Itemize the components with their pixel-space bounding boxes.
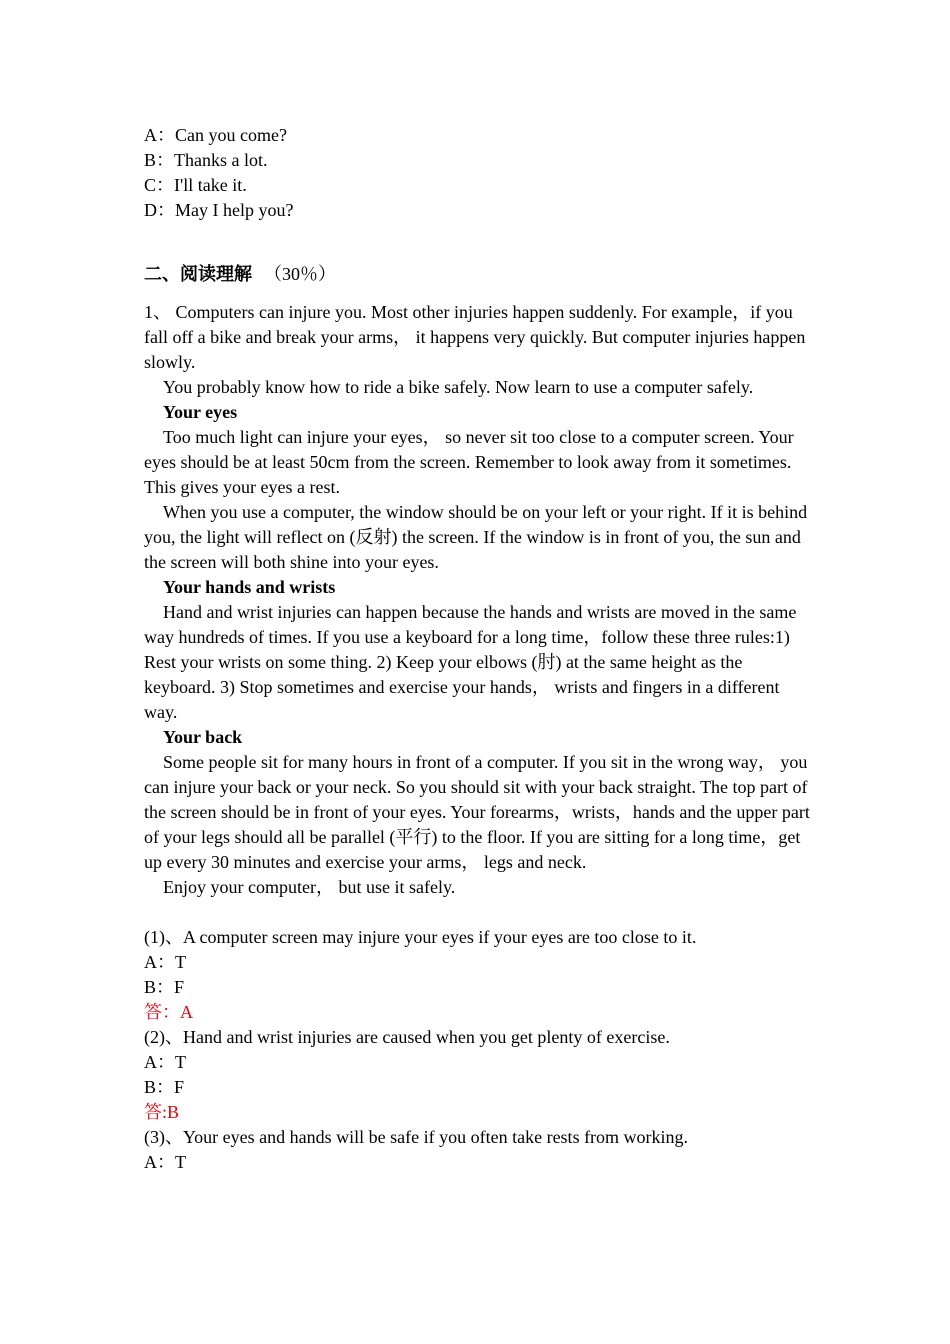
question-list <box>144 925 816 1175</box>
question-option: A：T <box>144 1052 186 1072</box>
section-heading <box>144 262 816 287</box>
passage-paragraph: When you use a computer, the window should be on your left or your right. If it is behind you, the light will reflect on (反射) the screen. If the window is in front of you, the sun and the screen will both shine into your eyes. <box>144 502 808 572</box>
option-a: A：Can you come? <box>144 125 287 145</box>
previous-question-options <box>144 123 816 223</box>
option-c: C：I'll take it. <box>144 175 247 195</box>
question-item <box>144 1125 816 1175</box>
passage-paragraph: Hand and wrist injuries can happen because the hands and wrists are moved in the same way hundreds of times. If you use a keyboard for a long time，follow these three rules:1) Rest your wrists on some thing. 2) Keep your elbows (肘) at the same height as the keyboard. 3) Stop sometimes and exercise your hands， wrists and fingers in a different way. <box>144 602 797 722</box>
subheading-hands: Your hands and wrists <box>163 577 336 597</box>
passage-intro: 1、 Computers can injure you. Most other injuries happen suddenly. For example，if you fall off a bike and break your arms， it happens very quickly. But computer injuries happen slowly. <box>144 302 806 372</box>
document-page <box>144 123 816 1175</box>
answer-key: 答:B <box>144 1102 180 1122</box>
section-title: 二、阅读理解 <box>144 264 252 284</box>
option-b: B：Thanks a lot. <box>144 150 268 170</box>
question-item <box>144 1025 816 1125</box>
passage-paragraph: Some people sit for many hours in front of a computer. If you sit in the wrong way， you can injure your back or your neck. So you should sit with your back straight. The top part of the screen should be in front of your eyes. Your forearms，wrists，hands and the upper part of your legs should all be parallel (平行) to the floor. If you are sitting for a long time，get up every 30 minutes and exercise your arms， legs and neck. <box>144 752 810 872</box>
question-option: A：T <box>144 1152 186 1172</box>
spacer <box>144 900 816 925</box>
passage-paragraph: Enjoy your computer， but use it safely. <box>163 877 456 897</box>
reading-passage <box>144 300 816 900</box>
option-d: D：May I help you? <box>144 200 294 220</box>
passage-paragraph: You probably know how to ride a bike safely. Now learn to use a computer safely. <box>163 377 754 397</box>
question-item <box>144 925 816 1025</box>
answer-key: 答：A <box>144 1002 193 1022</box>
question-option: B：F <box>144 1077 185 1097</box>
subheading-back: Your back <box>163 727 243 747</box>
question-stem: (3)、Your eyes and hands will be safe if you often take rests from working. <box>144 1127 689 1147</box>
question-stem: (2)、Hand and wrist injuries are caused when you get plenty of exercise. <box>144 1027 670 1047</box>
question-option: B：F <box>144 977 185 997</box>
question-stem: (1)、A computer screen may injure your eyes if your eyes are too close to it. <box>144 927 697 947</box>
question-option: A：T <box>144 952 186 972</box>
subheading-eyes: Your eyes <box>163 402 238 422</box>
passage-paragraph: Too much light can injure your eyes， so never sit too close to a computer screen. Your eyes should be at least 50cm from the screen. Remember to look away from it sometimes. This gives your eyes a rest. <box>144 427 794 497</box>
section-percent: （30％） <box>264 264 336 284</box>
